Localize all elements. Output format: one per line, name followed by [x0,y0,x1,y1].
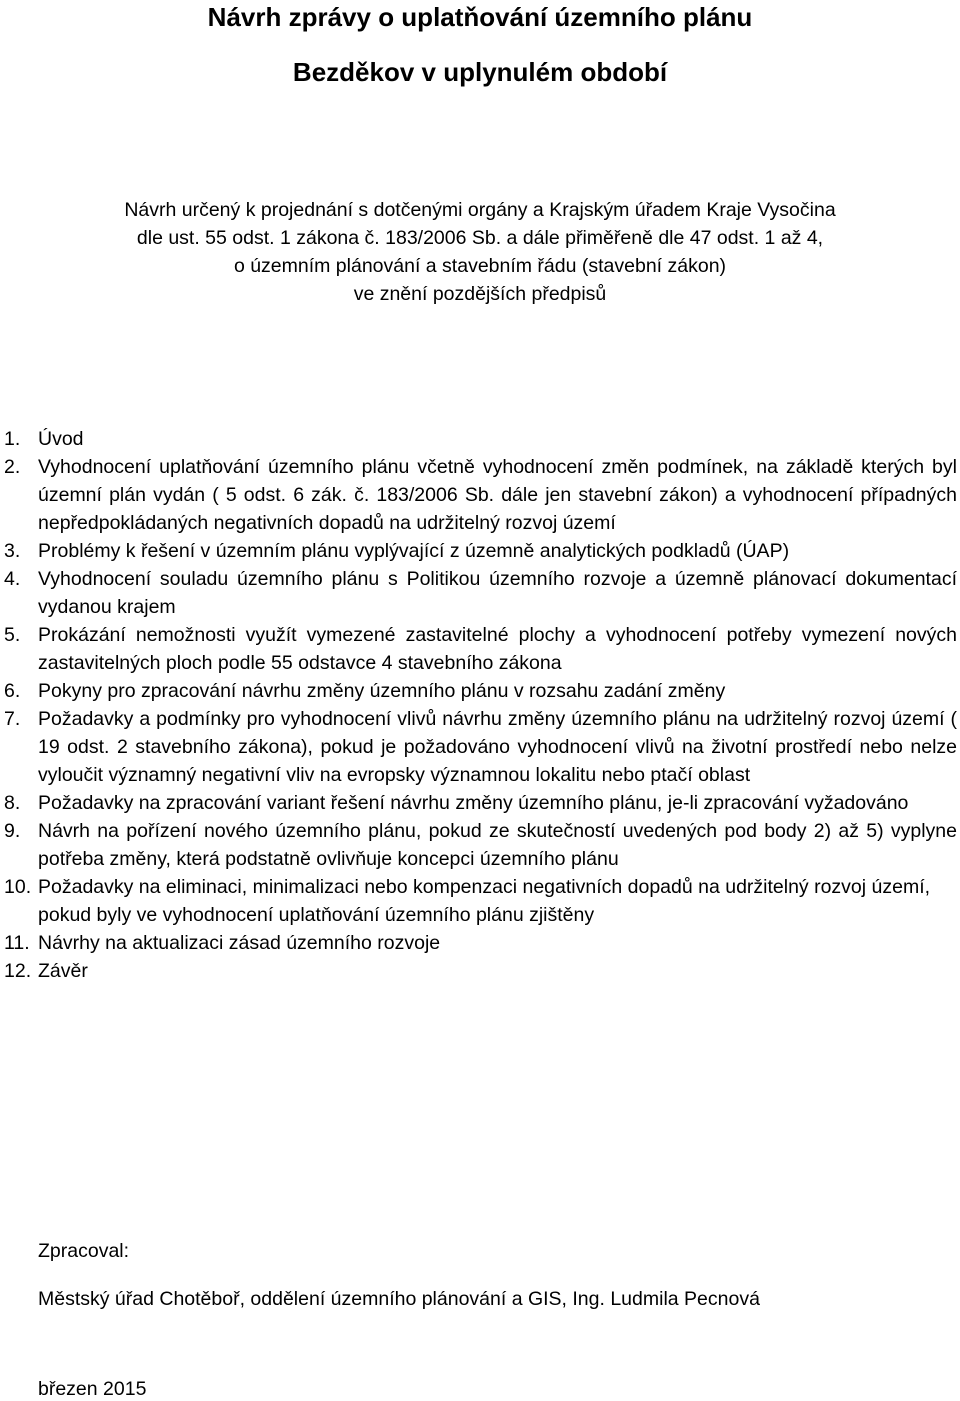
toc-item [0,425,960,453]
toc-item-number: 2. [4,456,21,478]
toc-item-number: 1. [4,428,21,450]
toc-item-number: 4. [4,568,21,590]
document-date: březen 2015 [38,1378,147,1400]
toc-item-text: Vyhodnocení souladu územního plánu s Politikou územního rozvoje a územně plánovací dokumentací vydanou krajem [38,568,957,618]
toc-item-text: Problémy k řešení v územním plánu vyplývající z územně analytických podkladů (ÚAP) [38,540,790,562]
table-of-contents [0,425,960,985]
toc-item-text: Požadavky a podmínky pro vyhodnocení vlivů návrhu změny územního plánu na udržitelný rozvoj území ( 19 odst. 2 stavebního zákona), pokud je požadováno vyhodnocení vlivů na životní prostředí nebo nelze vyloučit významný negativní vliv na evropsky významnou lokalitu nebo ptačí oblast [38,708,957,786]
toc-item-number: 9. [4,820,21,842]
toc-item [0,929,960,957]
toc-item-text: Návrhy na aktualizaci zásad územního rozvoje [38,932,441,954]
document-title: Návrh zprávy o uplatňování územního plánu [207,2,753,32]
toc-item [0,873,960,929]
toc-item [0,621,960,677]
document-subtitle [40,196,920,308]
subtitle-line: Návrh určený k projednání s dotčenými orgány a Krajským úřadem Kraje Vysočina [124,199,836,221]
toc-item-text: Závěr [38,960,88,982]
toc-item-number: 6. [4,680,21,702]
toc-item [0,677,960,705]
toc-item-text: Pokyny pro zpracování návrhu změny územního plánu v rozsahu zadání změny [38,680,726,702]
toc-item-text: Požadavky na zpracování variant řešení návrhu změny územního plánu, je-li zpracování vyžadováno [38,792,909,814]
toc-item [0,537,960,565]
toc-item-number: 11. [4,932,30,954]
toc-item-text: Prokázání nemožnosti využít vymezené zastavitelné plochy a vyhodnocení potřeby vymezení nových zastavitelných ploch podle 55 odstavce 4 stavebního zákona [38,624,957,674]
subtitle-line: o územním plánování a stavebním řádu (stavební zákon) [233,255,727,277]
toc-item-text: Návrh na pořízení nového územního plánu, pokud ze skutečností uvedených pod body 2) až 5) vyplyne potřeba změny, která podstatně ovlivňuje koncepci územního plánu [38,820,957,870]
subtitle-line: dle ust. 55 odst. 1 zákona č. 183/2006 Sb. a dále přiměřeně dle 47 odst. 1 až 4, [136,227,824,249]
toc-item-text: Požadavky na eliminaci, minimalizaci nebo kompenzaci negativních dopadů na udržitelný rozvoj území, pokud byly ve vyhodnocení uplatňování územního plánu zjištěny [38,876,931,926]
toc-item-number: 8. [4,792,21,814]
prepared-by-value: Městský úřad Chotěboř, oddělení územního plánování a GIS, Ing. Ludmila Pecnová [38,1288,760,1310]
toc-item [0,789,960,817]
toc-item-number: 10. [4,876,32,898]
toc-item-text: Vyhodnocení uplatňování územního plánu včetně vyhodnocení změn podmínek, na základě kterých byl územní plán vydán ( 5 odst. 6 zák. č. 183/2006 Sb. dále jen stavební zákon) a vyhodnocení případných nepředpokládaných negativních dopadů na udržitelný rozvoj území [38,456,957,534]
toc-item-number: 5. [4,624,21,646]
toc-item [0,817,960,873]
toc-item-number: 12. [4,960,32,982]
subtitle-line: ve znění pozdějších předpisů [353,283,607,305]
toc-item-number: 7. [4,708,21,730]
prepared-by-label: Zpracoval: [38,1240,130,1262]
toc-item [0,957,960,985]
toc-item [0,705,960,789]
toc-item-text: Úvod [38,428,84,450]
document-subject: Bezděkov v uplynulém období [292,57,668,87]
toc-item [0,453,960,537]
toc-item-number: 3. [4,540,21,562]
toc-item [0,565,960,621]
